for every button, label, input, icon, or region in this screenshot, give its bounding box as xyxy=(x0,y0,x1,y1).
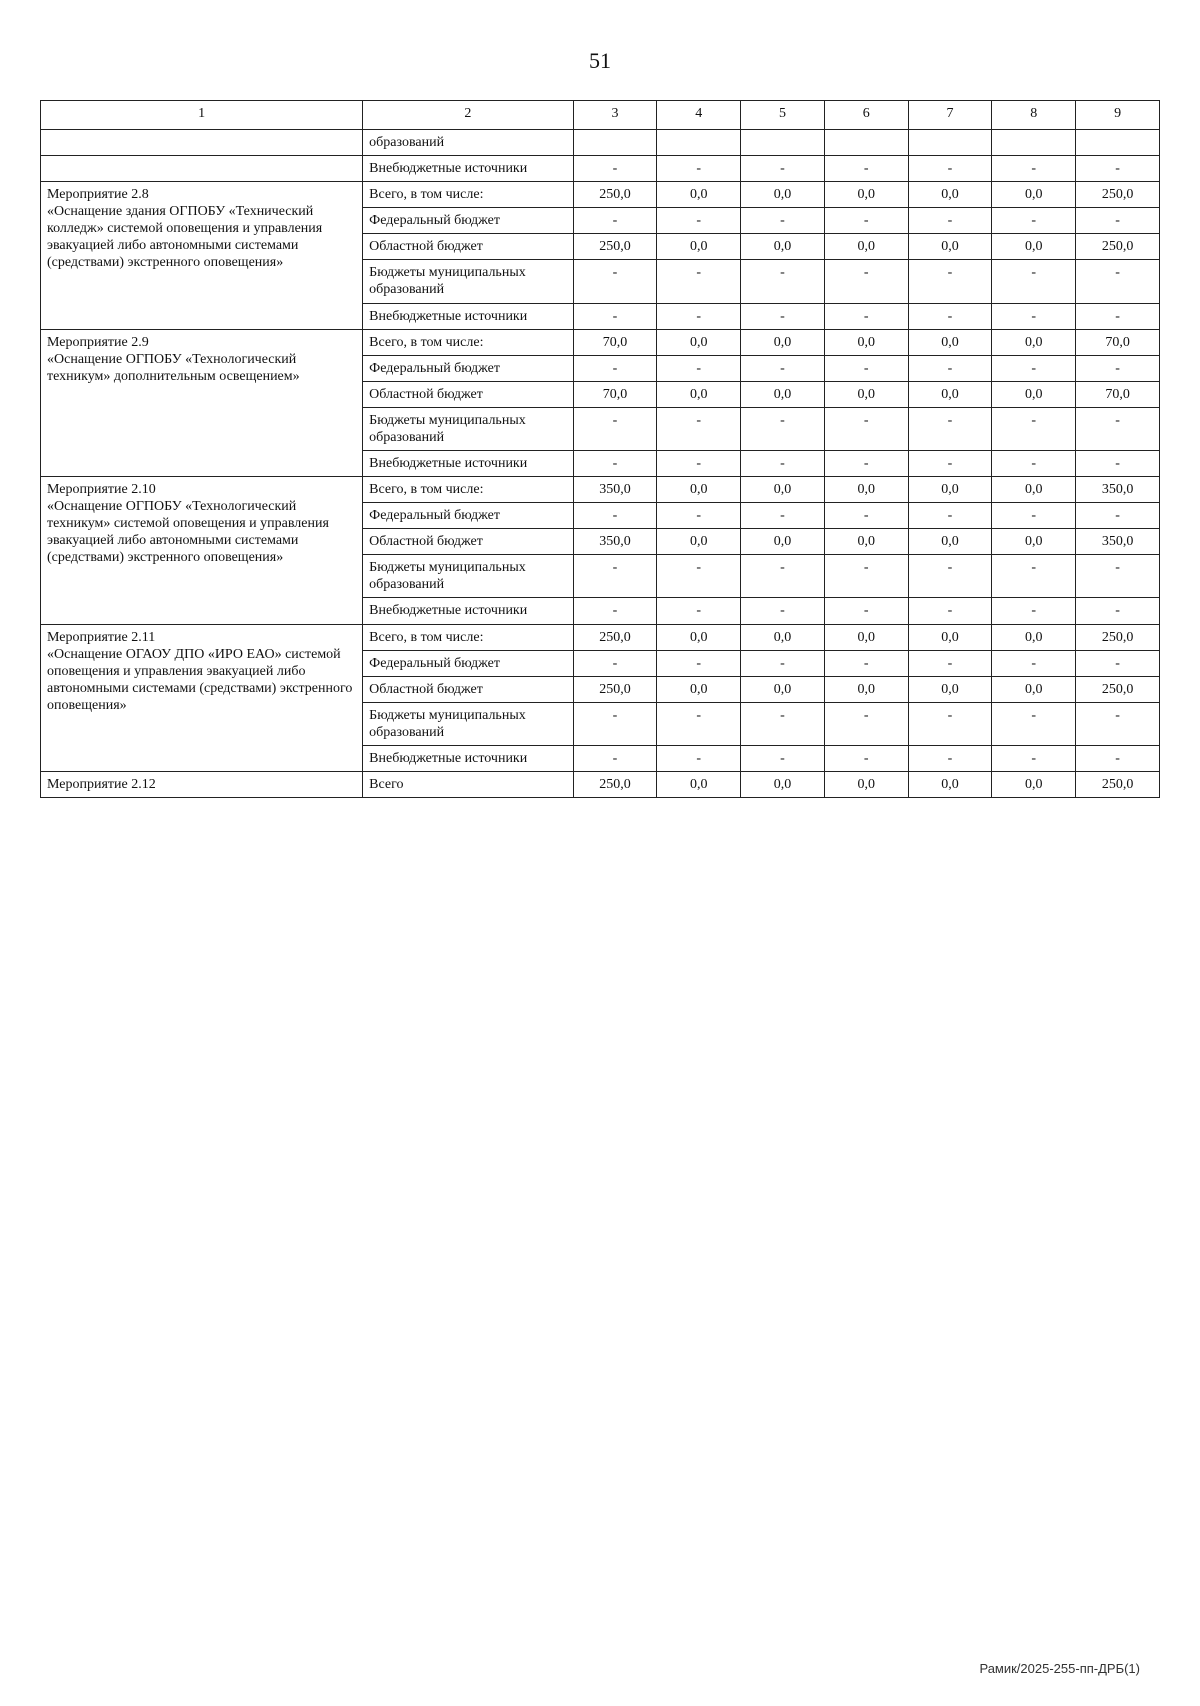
value-cell: - xyxy=(992,451,1076,477)
value-cell: - xyxy=(1076,650,1160,676)
value-cell: 250,0 xyxy=(1076,624,1160,650)
value-cell: - xyxy=(992,303,1076,329)
value-cell: 0,0 xyxy=(824,182,908,208)
value-cell: - xyxy=(1076,260,1160,303)
value-cell: 0,0 xyxy=(824,234,908,260)
value-cell: - xyxy=(992,745,1076,771)
value-cell: - xyxy=(657,503,741,529)
value-cell: - xyxy=(908,451,992,477)
value-cell: 0,0 xyxy=(741,182,825,208)
value-cell: - xyxy=(1076,598,1160,624)
measure-title: Мероприятие 2.11 «Оснащение ОГАОУ ДПО «ИРО ЕАО» системой оповещения и управления эвакуацией либо автономными системами (средствами) экстренного оповещения» xyxy=(41,624,363,771)
value-cell: 0,0 xyxy=(657,477,741,503)
value-cell: - xyxy=(741,555,825,598)
value-cell: - xyxy=(573,260,657,303)
value-cell: - xyxy=(657,451,741,477)
measure-title: Мероприятие 2.8 «Оснащение здания ОГПОБУ «Технический колледж» системой оповещения и управления эвакуацией либо автономными системами (средствами) экстренного оповещения» xyxy=(41,182,363,329)
funding-source: Внебюджетные источники xyxy=(363,303,573,329)
measure-title: Мероприятие 2.10 «Оснащение ОГПОБУ «Технологический техникум» системой оповещения и управления эвакуацией либо автономными системами (средствами) экстренного оповещения» xyxy=(41,477,363,624)
funding-source: Внебюджетные источники xyxy=(363,451,573,477)
value-cell: - xyxy=(1076,208,1160,234)
value-cell: - xyxy=(1076,303,1160,329)
value-cell: - xyxy=(908,555,992,598)
funding-source: Внебюджетные источники xyxy=(363,598,573,624)
value-cell: 0,0 xyxy=(657,182,741,208)
value-cell: 250,0 xyxy=(573,676,657,702)
funding-source: Федеральный бюджет xyxy=(363,650,573,676)
value-cell: - xyxy=(824,503,908,529)
measure-title: Мероприятие 2.9 «Оснащение ОГПОБУ «Технологический техникум» дополнительным освещением» xyxy=(41,329,363,476)
header-row xyxy=(41,101,1160,130)
value-cell: - xyxy=(908,260,992,303)
value-cell: 350,0 xyxy=(1076,529,1160,555)
document-code: Рамик/2025-255-пп-ДРБ(1) xyxy=(979,1661,1140,1676)
value-cell: 0,0 xyxy=(824,676,908,702)
value-cell: - xyxy=(824,745,908,771)
value-cell: - xyxy=(1076,555,1160,598)
funding-source: Внебюджетные источники xyxy=(363,745,573,771)
value-cell: - xyxy=(573,156,657,182)
value-cell: 0,0 xyxy=(992,234,1076,260)
funding-source: Бюджеты муниципальных образований xyxy=(363,260,573,303)
value-cell: - xyxy=(1076,503,1160,529)
value-cell: - xyxy=(908,156,992,182)
column-header: 2 xyxy=(363,101,573,130)
value-cell: - xyxy=(908,407,992,450)
column-header: 4 xyxy=(657,101,741,130)
value-cell xyxy=(992,130,1076,156)
value-cell: - xyxy=(657,156,741,182)
value-cell: - xyxy=(741,355,825,381)
value-cell: - xyxy=(1076,745,1160,771)
value-cell: 0,0 xyxy=(992,381,1076,407)
value-cell: 0,0 xyxy=(741,234,825,260)
funding-source: Бюджеты муниципальных образований xyxy=(363,555,573,598)
value-cell: - xyxy=(573,745,657,771)
value-cell: - xyxy=(824,407,908,450)
value-cell: 0,0 xyxy=(657,772,741,798)
funding-source: Всего, в том числе: xyxy=(363,624,573,650)
funding-source: Внебюджетные источники xyxy=(363,156,573,182)
value-cell: - xyxy=(741,451,825,477)
value-cell: - xyxy=(824,156,908,182)
value-cell: - xyxy=(992,503,1076,529)
value-cell: - xyxy=(908,208,992,234)
value-cell: 250,0 xyxy=(573,772,657,798)
value-cell: - xyxy=(573,355,657,381)
value-cell: - xyxy=(992,598,1076,624)
funding-source: Всего, в том числе: xyxy=(363,182,573,208)
funding-source: Областной бюджет xyxy=(363,529,573,555)
value-cell xyxy=(657,130,741,156)
value-cell: 0,0 xyxy=(741,477,825,503)
budget-table xyxy=(40,100,1160,798)
value-cell: - xyxy=(824,303,908,329)
value-cell: - xyxy=(908,745,992,771)
measure-title: Мероприятие 2.12 xyxy=(41,772,363,798)
funding-source: Областной бюджет xyxy=(363,234,573,260)
value-cell: - xyxy=(573,503,657,529)
funding-source: Всего xyxy=(363,772,573,798)
value-cell: - xyxy=(992,407,1076,450)
value-cell: 0,0 xyxy=(908,772,992,798)
value-cell: 0,0 xyxy=(992,624,1076,650)
table-row xyxy=(41,156,1160,182)
value-cell xyxy=(1076,130,1160,156)
column-header: 9 xyxy=(1076,101,1160,130)
value-cell: - xyxy=(657,650,741,676)
value-cell: 0,0 xyxy=(992,329,1076,355)
value-cell: - xyxy=(824,355,908,381)
funding-source: Федеральный бюджет xyxy=(363,355,573,381)
value-cell: 250,0 xyxy=(1076,234,1160,260)
value-cell: - xyxy=(573,208,657,234)
table-row xyxy=(41,624,1160,650)
value-cell: 250,0 xyxy=(1076,772,1160,798)
value-cell: - xyxy=(1076,407,1160,450)
value-cell: - xyxy=(741,156,825,182)
value-cell: - xyxy=(657,598,741,624)
value-cell xyxy=(824,130,908,156)
value-cell: - xyxy=(657,407,741,450)
value-cell: - xyxy=(741,598,825,624)
value-cell: 0,0 xyxy=(992,477,1076,503)
value-cell: - xyxy=(741,407,825,450)
value-cell: 0,0 xyxy=(992,772,1076,798)
value-cell: - xyxy=(824,650,908,676)
value-cell: - xyxy=(1076,451,1160,477)
value-cell: 0,0 xyxy=(908,182,992,208)
value-cell: 0,0 xyxy=(908,329,992,355)
value-cell: - xyxy=(992,555,1076,598)
value-cell: 250,0 xyxy=(573,234,657,260)
value-cell: 350,0 xyxy=(573,477,657,503)
table-row xyxy=(41,772,1160,798)
value-cell: - xyxy=(992,702,1076,745)
value-cell: 0,0 xyxy=(908,529,992,555)
value-cell: - xyxy=(657,303,741,329)
value-cell: 0,0 xyxy=(741,329,825,355)
value-cell: 250,0 xyxy=(573,624,657,650)
value-cell: - xyxy=(908,650,992,676)
value-cell: 250,0 xyxy=(1076,182,1160,208)
value-cell: 70,0 xyxy=(573,329,657,355)
funding-source: Федеральный бюджет xyxy=(363,208,573,234)
value-cell: - xyxy=(992,260,1076,303)
value-cell: - xyxy=(573,650,657,676)
value-cell: 0,0 xyxy=(992,182,1076,208)
value-cell: - xyxy=(741,208,825,234)
value-cell: - xyxy=(657,745,741,771)
value-cell: - xyxy=(1076,156,1160,182)
funding-source: Бюджеты муниципальных образований xyxy=(363,407,573,450)
value-cell: 70,0 xyxy=(1076,329,1160,355)
value-cell: 0,0 xyxy=(741,381,825,407)
value-cell: - xyxy=(908,598,992,624)
column-header: 1 xyxy=(41,101,363,130)
value-cell: 0,0 xyxy=(657,234,741,260)
value-cell: - xyxy=(573,451,657,477)
value-cell: - xyxy=(741,503,825,529)
value-cell: 0,0 xyxy=(657,676,741,702)
column-header: 3 xyxy=(573,101,657,130)
funding-source: Всего, в том числе: xyxy=(363,329,573,355)
column-header: 8 xyxy=(992,101,1076,130)
funding-source: образований xyxy=(363,130,573,156)
value-cell: 70,0 xyxy=(1076,381,1160,407)
value-cell: 0,0 xyxy=(741,772,825,798)
value-cell: 0,0 xyxy=(741,676,825,702)
table-row xyxy=(41,182,1160,208)
value-cell: - xyxy=(992,208,1076,234)
value-cell: - xyxy=(657,260,741,303)
value-cell: 0,0 xyxy=(908,381,992,407)
value-cell xyxy=(573,130,657,156)
value-cell: - xyxy=(573,598,657,624)
value-cell: - xyxy=(573,407,657,450)
value-cell: - xyxy=(657,355,741,381)
value-cell: - xyxy=(824,598,908,624)
value-cell: 0,0 xyxy=(992,529,1076,555)
table-row xyxy=(41,329,1160,355)
funding-source: Областной бюджет xyxy=(363,381,573,407)
value-cell: - xyxy=(741,702,825,745)
value-cell: 70,0 xyxy=(573,381,657,407)
value-cell: 0,0 xyxy=(741,529,825,555)
funding-source: Бюджеты муниципальных образований xyxy=(363,702,573,745)
value-cell: - xyxy=(657,208,741,234)
value-cell: - xyxy=(824,208,908,234)
value-cell: - xyxy=(573,702,657,745)
value-cell: - xyxy=(824,451,908,477)
value-cell: 0,0 xyxy=(908,676,992,702)
value-cell: - xyxy=(573,555,657,598)
column-header: 5 xyxy=(741,101,825,130)
value-cell: 0,0 xyxy=(824,624,908,650)
funding-source: Всего, в том числе: xyxy=(363,477,573,503)
value-cell: - xyxy=(657,702,741,745)
table-row xyxy=(41,477,1160,503)
value-cell: 0,0 xyxy=(657,529,741,555)
table-row xyxy=(41,130,1160,156)
empty-measure-cell xyxy=(41,156,363,182)
value-cell: - xyxy=(908,702,992,745)
funding-source: Федеральный бюджет xyxy=(363,503,573,529)
value-cell: 0,0 xyxy=(908,477,992,503)
value-cell: - xyxy=(741,650,825,676)
column-header: 7 xyxy=(908,101,992,130)
value-cell: 0,0 xyxy=(824,529,908,555)
value-cell: 350,0 xyxy=(573,529,657,555)
value-cell: 0,0 xyxy=(657,329,741,355)
value-cell: - xyxy=(1076,702,1160,745)
value-cell: - xyxy=(573,303,657,329)
value-cell: - xyxy=(824,260,908,303)
value-cell: 0,0 xyxy=(824,477,908,503)
empty-measure-cell xyxy=(41,130,363,156)
value-cell: 0,0 xyxy=(824,772,908,798)
value-cell: - xyxy=(992,355,1076,381)
value-cell: - xyxy=(741,260,825,303)
value-cell: 0,0 xyxy=(824,329,908,355)
value-cell: - xyxy=(992,650,1076,676)
value-cell: 0,0 xyxy=(992,676,1076,702)
value-cell: - xyxy=(657,555,741,598)
value-cell: 350,0 xyxy=(1076,477,1160,503)
value-cell: - xyxy=(908,355,992,381)
value-cell: 0,0 xyxy=(657,624,741,650)
value-cell: - xyxy=(824,555,908,598)
value-cell: 0,0 xyxy=(657,381,741,407)
value-cell: - xyxy=(824,702,908,745)
value-cell: - xyxy=(908,503,992,529)
value-cell: - xyxy=(741,303,825,329)
value-cell: - xyxy=(741,745,825,771)
value-cell: 0,0 xyxy=(908,234,992,260)
page-number: 51 xyxy=(589,48,611,73)
value-cell: 0,0 xyxy=(741,624,825,650)
value-cell: - xyxy=(908,303,992,329)
value-cell: 250,0 xyxy=(1076,676,1160,702)
value-cell xyxy=(741,130,825,156)
funding-source: Областной бюджет xyxy=(363,676,573,702)
column-header: 6 xyxy=(824,101,908,130)
value-cell xyxy=(908,130,992,156)
value-cell: 0,0 xyxy=(908,624,992,650)
value-cell: - xyxy=(1076,355,1160,381)
value-cell: - xyxy=(992,156,1076,182)
value-cell: 250,0 xyxy=(573,182,657,208)
value-cell: 0,0 xyxy=(824,381,908,407)
